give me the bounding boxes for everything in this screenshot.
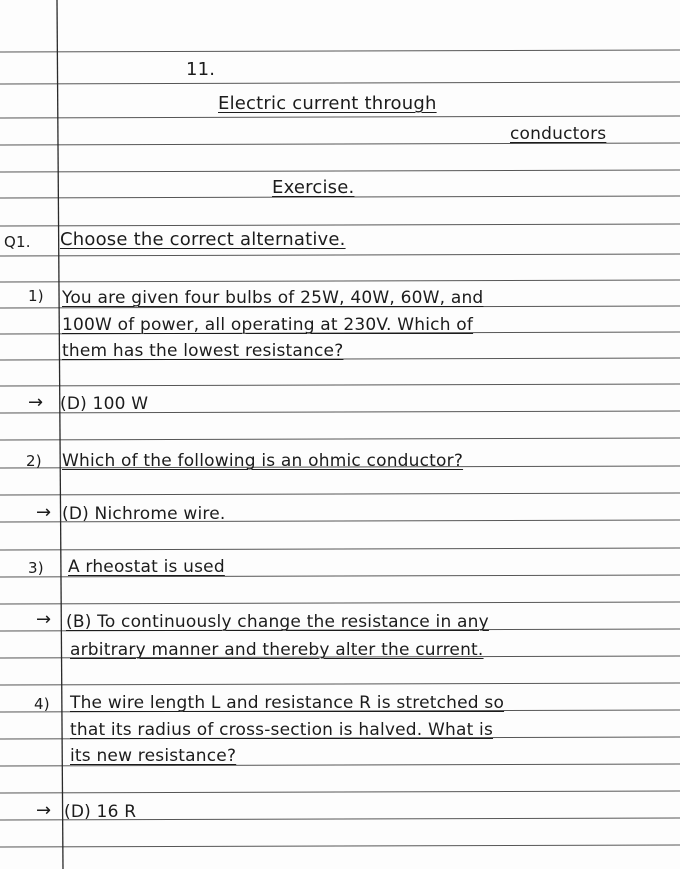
item3-answer-line1: (B) To continuously change the resistance in any bbox=[66, 612, 489, 632]
item2-question-line1: Which of the following is an ohmic conductor? bbox=[62, 451, 464, 471]
item2-answer-arrow: → bbox=[36, 502, 52, 523]
item4-question-line1: The wire length L and resistance R is stretched so bbox=[70, 693, 505, 713]
item1-question-line3: them has the lowest resistance? bbox=[62, 341, 344, 361]
item3-answer-line2: arbitrary manner and thereby alter the current. bbox=[70, 640, 484, 660]
item1-answer-arrow: → bbox=[28, 392, 44, 413]
section-title: Exercise. bbox=[272, 177, 355, 198]
chapter-title-line1: Electric current through bbox=[218, 93, 437, 114]
question1-label: Q1. bbox=[4, 233, 31, 251]
chapter-number: 11. bbox=[186, 59, 216, 80]
item1-label: 1) bbox=[28, 287, 44, 305]
item1-answer: (D) 100 W bbox=[60, 394, 149, 414]
item2-answer: (D) Nichrome wire. bbox=[62, 504, 226, 524]
item4-answer: (D) 16 R bbox=[64, 802, 137, 822]
item3-question-line1: A rheostat is used bbox=[68, 557, 225, 577]
item1-question-line1: You are given four bulbs of 25W, 40W, 60W, and bbox=[62, 288, 484, 308]
item1-question-line2: 100W of power, all operating at 230V. Which of bbox=[62, 315, 474, 335]
item4-answer-arrow: → bbox=[36, 800, 52, 821]
item2-label: 2) bbox=[26, 452, 42, 470]
item4-question-line3: its new resistance? bbox=[70, 746, 237, 766]
item3-label: 3) bbox=[28, 559, 44, 577]
item4-question-line2: that its radius of cross-section is halved. What is bbox=[70, 720, 494, 740]
question1-text: Choose the correct alternative. bbox=[60, 229, 346, 250]
item3-answer-arrow: → bbox=[36, 609, 52, 630]
chapter-title-line2: conductors bbox=[510, 124, 607, 144]
item4-label: 4) bbox=[34, 695, 50, 713]
